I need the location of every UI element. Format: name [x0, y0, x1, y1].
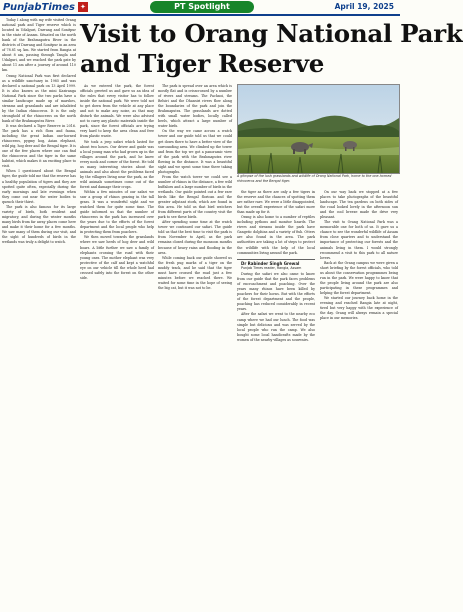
masthead-logo-icon: ✦ — [78, 2, 88, 12]
author-byline — [237, 259, 315, 271]
article-column-3 — [158, 84, 232, 610]
article-paragraph: During the safari we also came to know from our guide that the park faces problems of encroachment and poaching. Over the years many rhinos have been killed by poachers for their horns. But with the efforts of the forest department and the people, poaching has reduced considerably in recent years. — [237, 272, 315, 312]
article-paragraph: When I questioned about the Bengal tiger, the guide told me that the reserve has a healthy population of tigers and they are spotted quite often, especially during the early mornings and late evenings when they come out near the water bodies to quench their thirst. — [2, 169, 76, 204]
article-paragraph: We started our journey back home in the evening and reached Rangia late at night, tired but very happy with the experience of the day. Orang will always remain a special place in our memories. — [320, 295, 398, 321]
publication-date: April 19, 2025 — [334, 2, 394, 11]
article-column-2 — [80, 84, 154, 610]
headline-line-1: Visit to Orang National Park — [80, 19, 463, 48]
article-paragraph: The visit to Orang National Park was a memorable one for both of us. It gave us a chance to see the wonderful wildlife of Assam from close quarters and to understand the importance of protecting our forests and the animals living in them. I would strongly recommend a visit to this park to all nature lovers. — [320, 220, 398, 260]
photo-caption: A glimpse of the lush grasslands and wildlife of Orang National Park, home to the one-horned rhinoceros and the Bengal tiger. — [237, 174, 392, 183]
page-header — [0, 0, 400, 14]
article-paragraph: As we entered the park, the forest officials greeted us and gave us an idea of the rules that every visitor has to follow inside the national park. We were told not to get down from the vehicle at any place and not to make any noise, as that may disturb the animals. We were also advised not to carry any plastic materials inside the park, since the forest officials are trying very hard to keep the area clean and free from plastic waste. — [80, 84, 154, 139]
article-paragraph: Today I along with my wife visited Orang national park and Tiger reserve which is located in Udalguri, Darrang and Sonitpur in the state of Assam. Situated on the north bank of the Brahmaputra River in the districts of Darrang and Sonitpur in an area of 78.81 sq. km. We started from Rangia at about 8 am, passing through Tangla and Udalguri, and we reached the park gate by about 11 am after a journey of around 110 km. — [2, 18, 76, 73]
article-paragraph: After spending some time at the watch tower we continued our safari. The guide told us that the best time to visit the park is from November to April, as the park remains closed during the monsoon months because of heavy rains and flooding in the area. — [158, 220, 232, 255]
article-paragraph: The park is also famous for its large variety of birds, both resident and migratory, and during the winter months many birds from far away places come here and make it their home for a few months. We saw many of them during our visit, and the sight of hundreds of birds in the wetlands was truly a delight to watch. — [2, 204, 76, 245]
article-column-4 — [237, 190, 315, 610]
article-paragraph: After the safari we went to the nearby eco camp where we had our lunch. The food was simple but delicious and was served by the local people who run the camp. We also bought some local handicrafts made by the women of the nearby villages as souvenirs. — [237, 312, 315, 342]
masthead[interactable] — [3, 0, 88, 14]
article-paragraph: From the watch tower we could see a number of rhinos in the distance, a few wild buffaloes and a large number of birds in the wetlands. Our guide pointed out a few rare birds like the Bengal florican and the greater adjutant stork, which are found in this area. He told us that bird watchers from different parts of the country visit the park to see these birds. — [158, 174, 232, 220]
article-paragraph: While coming back our guide showed us the fresh pug marks of a tiger on the muddy track, and he said that the tiger must have crossed the road just a few minutes before we reached there. We waited for some time in the hope of seeing the big cat, but it was not to be. — [158, 255, 232, 290]
article-paragraph: Orang is also home to a number of reptiles including pythons and monitor lizards. The rivers and streams inside the park have Gangetic dolphins and a variety of fish. Otters are also found in the area. The park authorities are taking a lot of steps to protect the wildlife with the help of the local communities living around the park. — [237, 215, 315, 255]
article-paragraph: On the way we came across a watch tower and our guide told us that we could get down there to have a better view of the surrounding area. We climbed up the tower and from the top we got a panoramic view of the park with the Brahmaputra river flowing in the distance. It was a beautiful sight and we spent some time there taking photographs. — [158, 129, 232, 174]
article-column-1 — [2, 18, 76, 610]
article-paragraph: We took a jeep safari which lasted for about two hours. Our driver and guide was a local young man who had grown up in the villages around the park, and he knew every nook and corner of the forest. He told us many interesting stories about the animals and also about the problems faced by the villagers living near the park, as the wild animals sometimes come out of the forest and damage their crops. — [80, 139, 154, 189]
article-column-5 — [320, 190, 398, 610]
article-headline — [80, 19, 463, 79]
author-name: Dr Rabinder Singh Grewal — [241, 260, 300, 266]
headline-line-2: and Tiger Reserve — [80, 49, 325, 78]
article-paragraph: the tiger as there are only a few tigers in the reserve and the chances of spotting them are rather rare. We were a little disappointed, but the overall experience of the safari more than made up for it. — [237, 190, 315, 215]
park-landscape-image — [238, 85, 399, 173]
header-rule — [0, 14, 400, 16]
article-paragraph: Within a few minutes of our safari we saw a group of rhinos grazing in the tall grass. It was a wonderful sight and we watched them for quite some time. The guide informed us that the number of rhinoceros in the park has increased over the years due to the efforts of the forest department and the local people who help in protecting them from poachers. — [80, 189, 154, 235]
article-paragraph: Back at the Orang campus we were given a short briefing by the forest officials, who told us about the conservation programmes being run in the park. We were happy to know that the people living around the park are also participating in these programmes and helping the forest department. — [320, 260, 398, 295]
article-paragraph: We then moved towards the grasslands where we saw herds of hog deer and wild boars. A little further we saw a family of elephants crossing the road with their young ones. The mother elephant was very protective of the calf and kept a watchful eye on our vehicle till the whole herd had crossed safely into the forest on the other side. — [80, 235, 154, 280]
masthead-name: PunjabTimes — [3, 1, 75, 13]
article-paragraph: On our way back we stopped at a few places to take photographs of the beautiful landscape. The tea gardens on both sides of the road looked lovely in the afternoon sun and the cool breeze made the drive very pleasant. — [320, 190, 398, 220]
article-paragraph: It was declared a Tiger Reserve in 2016. The park has a rich flora and fauna, including the great Indian one-horned rhinoceros, pygmy hog, Asian elephant, wild pig, hog deer and the Bengal tiger. It is one of the few places where one can find the rhinoceros and the tiger in the same habitat, which makes it an exciting place to visit. — [2, 123, 76, 169]
article-paragraph: The park is spread over an area which is mostly flat and is crisscrossed by a number of rivers and streams. The Pachnoi, the Belsiri and the Dhansiri rivers flow along the boundaries of the park and join the Brahmaputra. The grasslands are dotted with small water bodies, locally called beels, which attract a large number of water birds. — [158, 84, 232, 129]
article-photo — [237, 84, 400, 174]
author-description: Punjab Times reader, Rangia, Assam — [241, 265, 302, 270]
article-paragraph: Orang National Park was first declared as a wildlife sanctuary in 1985 and was declared a national park on 13 April 1999. It is also known as the mini Kaziranga National Park since the two parks have a similar landscape made up of marshes, streams and grasslands and are inhabited by the Indian rhinoceros. It is the only stronghold of the rhinoceros on the north bank of the Brahmaputra River. — [2, 73, 76, 123]
section-label: PT Spotlight — [150, 1, 254, 13]
